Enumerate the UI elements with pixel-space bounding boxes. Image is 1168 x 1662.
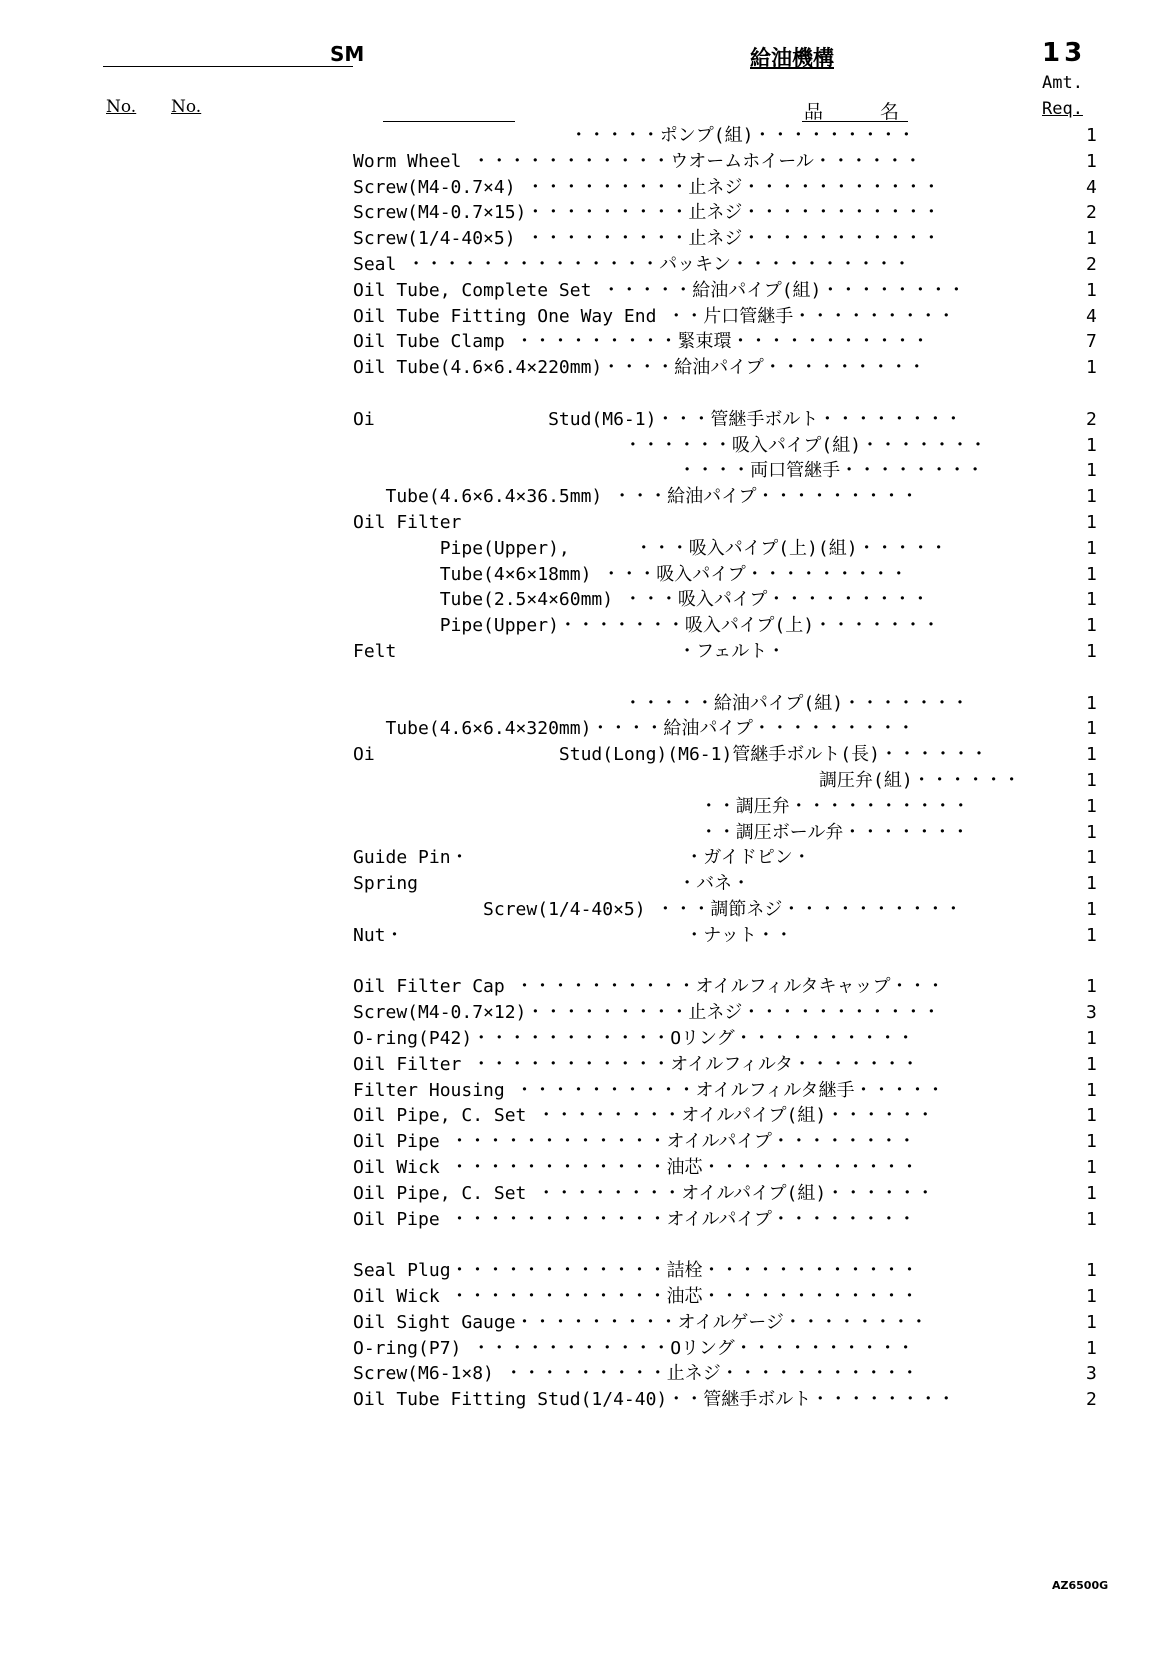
part-qty-47: 1	[1086, 1337, 1097, 1359]
part-row-24: Oi Stud(Long)(M6-1)管継手ボルト(長)・・・・・・	[353, 744, 988, 766]
part-row-28: Guide Pin・ ・ガイドピン・	[353, 847, 811, 869]
part-qty-23: 1	[1086, 718, 1097, 740]
part-row-37: Filter Housing ・・・・・・・・・・オイルフィルタ継手・・・・・	[353, 1079, 945, 1101]
part-row-49: Oil Tube Fitting Stud(1/4-40)・・管継手ボルト・・・・・・・・	[353, 1389, 956, 1411]
part-row-42: Oil Pipe ・・・・・・・・・・・・オイルパイプ・・・・・・・・	[353, 1208, 916, 1230]
part-row-29: Spring ・バネ・	[353, 873, 751, 895]
part-qty-18: 1	[1086, 589, 1097, 611]
part-qty-46: 1	[1086, 1311, 1097, 1333]
part-row-12: ・・・・・・吸入パイプ(組)・・・・・・・	[353, 434, 988, 456]
part-row-9: Oil Tube(4.6×6.4×220mm)・・・・給油パイプ・・・・・・・・・	[353, 357, 926, 379]
part-row-17: Tube(4×6×18mm) ・・・吸入パイプ・・・・・・・・・	[353, 563, 908, 585]
part-qty-26: 1	[1086, 795, 1097, 817]
part-row-45: Oil Wick ・・・・・・・・・・・・油芯・・・・・・・・・・・・	[353, 1286, 919, 1307]
part-row-14: Tube(4.6×6.4×36.5mm) ・・・給油パイプ・・・・・・・・・	[353, 486, 919, 508]
part-qty-31: 1	[1086, 924, 1097, 946]
part-qty-16: 1	[1086, 537, 1097, 559]
name-jp-underline	[802, 121, 908, 122]
part-qty-33: 1	[1086, 976, 1097, 998]
part-row-6: Oil Tube, Complete Set ・・・・・給油パイプ(組)・・・・・・・・	[353, 279, 966, 301]
part-qty-42: 1	[1086, 1208, 1097, 1230]
part-row-34: Screw(M4-0.7×12)・・・・・・・・・止ネジ・・・・・・・・・・・	[353, 1002, 941, 1024]
part-row-18: Tube(2.5×4×60mm) ・・・吸入パイプ・・・・・・・・・	[353, 589, 930, 611]
part-qty-9: 1	[1086, 357, 1097, 379]
part-qty-14: 1	[1086, 486, 1097, 508]
no-header-2: No.	[171, 97, 202, 117]
part-row-23: Tube(4.6×6.4×320mm)・・・・給油パイプ・・・・・・・・・	[353, 718, 915, 740]
part-row-2: Screw(M4-0.7×4) ・・・・・・・・・止ネジ・・・・・・・・・・・	[353, 176, 941, 198]
part-row-16: Pipe(Upper), ・・・吸入パイプ(上)(組)・・・・・	[353, 537, 948, 559]
part-row-3: Screw(M4-0.7×15)・・・・・・・・・止ネジ・・・・・・・・・・・	[353, 202, 941, 224]
part-qty-7: 4	[1086, 305, 1097, 327]
part-qty-5: 2	[1086, 254, 1097, 275]
name-header-underline	[383, 121, 515, 122]
part-row-8: Oil Tube Clamp ・・・・・・・・・緊束環・・・・・・・・・・・	[353, 331, 930, 353]
part-row-11: Oi Stud(M6-1)・・・管継手ボルト・・・・・・・・	[353, 408, 963, 430]
part-qty-36: 1	[1086, 1053, 1097, 1075]
part-row-0: ・・・・・ポンプ(組)・・・・・・・・・	[353, 125, 916, 146]
part-qty-8: 7	[1086, 331, 1097, 353]
part-row-31: Nut・ ・ナット・・	[353, 924, 793, 946]
part-qty-35: 1	[1086, 1028, 1097, 1049]
part-qty-48: 3	[1086, 1363, 1097, 1385]
req-header: Req.	[1042, 99, 1083, 119]
part-row-36: Oil Filter ・・・・・・・・・・・オイルフィルタ・・・・・・・	[353, 1053, 920, 1075]
part-qty-29: 1	[1086, 873, 1097, 895]
part-row-20: Felt ・フェルト・	[353, 641, 786, 662]
part-qty-39: 1	[1086, 1131, 1097, 1153]
part-row-38: Oil Pipe, C. Set ・・・・・・・・オイルパイプ(組)・・・・・・	[353, 1105, 935, 1127]
part-row-22: ・・・・・給油パイプ(組)・・・・・・・	[353, 692, 970, 714]
part-row-46: Oil Sight Gauge・・・・・・・・・オイルゲージ・・・・・・・・	[353, 1311, 928, 1333]
part-row-1: Worm Wheel ・・・・・・・・・・・ウオームホイール・・・・・・	[353, 150, 922, 172]
part-qty-41: 1	[1086, 1182, 1097, 1204]
part-row-30: Screw(1/4-40×5) ・・・調節ネジ・・・・・・・・・・	[353, 899, 963, 920]
part-row-39: Oil Pipe ・・・・・・・・・・・・オイルパイプ・・・・・・・・	[353, 1131, 916, 1153]
part-qty-25: 1	[1086, 770, 1097, 791]
part-qty-0: 1	[1086, 125, 1097, 146]
part-row-25: 調圧弁(組)・・・・・・	[353, 770, 1021, 791]
part-qty-17: 1	[1086, 563, 1097, 585]
part-qty-27: 1	[1086, 821, 1097, 843]
part-qty-11: 2	[1086, 408, 1097, 430]
part-qty-40: 1	[1086, 1157, 1097, 1178]
part-qty-38: 1	[1086, 1105, 1097, 1127]
part-row-5: Seal ・・・・・・・・・・・・・・パッキン・・・・・・・・・・	[353, 254, 912, 275]
part-row-7: Oil Tube Fitting One Way End ・・片口管継手・・・・・・・・・	[353, 305, 956, 327]
part-qty-37: 1	[1086, 1079, 1097, 1101]
part-row-48: Screw(M6-1×8) ・・・・・・・・・止ネジ・・・・・・・・・・・	[353, 1363, 919, 1385]
part-row-15: Oil Filter	[353, 512, 462, 533]
part-row-19: Pipe(Upper)・・・・・・・吸入パイプ(上)・・・・・・・	[353, 615, 941, 637]
part-qty-22: 1	[1086, 692, 1097, 714]
part-row-26: ・・調圧弁・・・・・・・・・・	[353, 795, 970, 817]
part-qty-4: 1	[1086, 228, 1097, 250]
page-number: 13	[1042, 38, 1087, 68]
part-qty-45: 1	[1086, 1286, 1097, 1307]
part-row-41: Oil Pipe, C. Set ・・・・・・・・オイルパイプ(組)・・・・・・	[353, 1182, 935, 1204]
page-title: 給油機構	[750, 46, 834, 70]
part-row-33: Oil Filter Cap ・・・・・・・・・・オイルフィルタキャップ・・・	[353, 976, 945, 998]
part-qty-1: 1	[1086, 150, 1097, 172]
part-row-47: O-ring(P7) ・・・・・・・・・・・Oリング・・・・・・・・・・	[353, 1337, 915, 1359]
part-qty-13: 1	[1086, 460, 1097, 482]
part-qty-24: 1	[1086, 744, 1097, 766]
part-qty-44: 1	[1086, 1260, 1097, 1282]
amt-header: Amt.	[1042, 73, 1083, 93]
part-qty-34: 3	[1086, 1002, 1097, 1024]
part-qty-3: 2	[1086, 202, 1097, 224]
part-qty-28: 1	[1086, 847, 1097, 869]
part-row-4: Screw(1/4-40×5) ・・・・・・・・・止ネジ・・・・・・・・・・・	[353, 228, 941, 250]
part-row-35: O-ring(P42)・・・・・・・・・・・Oリング・・・・・・・・・・	[353, 1028, 915, 1049]
no-header-1: No.	[106, 97, 137, 117]
part-qty-2: 4	[1086, 176, 1097, 198]
part-row-44: Seal Plug・・・・・・・・・・・・詰栓・・・・・・・・・・・・	[353, 1260, 919, 1282]
name-jp-header: 品 名	[804, 101, 900, 123]
part-row-13: ・・・・両口管継手・・・・・・・・	[353, 460, 985, 482]
document-code: AZ6500G	[1052, 1579, 1109, 1592]
part-qty-20: 1	[1086, 641, 1097, 662]
part-qty-6: 1	[1086, 279, 1097, 301]
model-underline	[103, 66, 353, 67]
part-qty-15: 1	[1086, 512, 1097, 533]
part-row-27: ・・調圧ボール弁・・・・・・・	[353, 821, 970, 843]
part-qty-12: 1	[1086, 434, 1097, 456]
model-label: SM	[330, 42, 365, 66]
part-qty-19: 1	[1086, 615, 1097, 637]
part-qty-30: 1	[1086, 899, 1097, 920]
part-qty-49: 2	[1086, 1389, 1097, 1411]
part-row-40: Oil Wick ・・・・・・・・・・・・油芯・・・・・・・・・・・・	[353, 1157, 919, 1178]
